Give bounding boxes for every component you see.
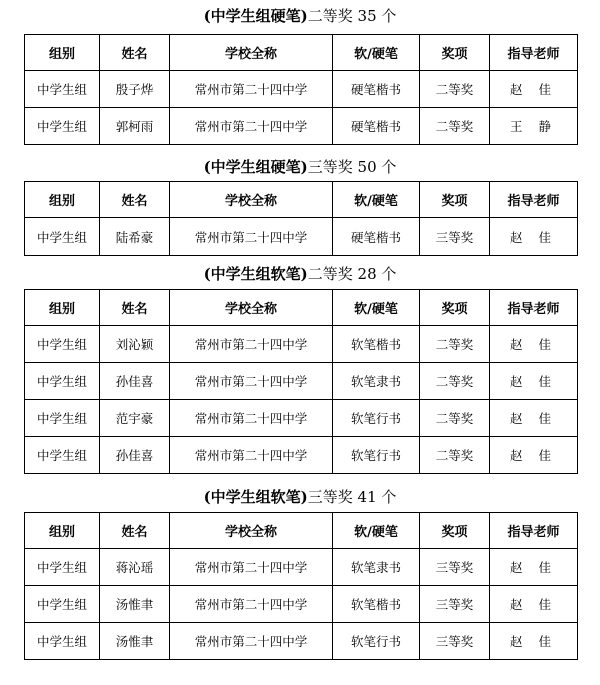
header-school: 学校全称 bbox=[170, 35, 333, 71]
section-caption bbox=[0, 6, 600, 26]
table-row bbox=[25, 549, 578, 586]
header-school: 学校全称 bbox=[170, 182, 333, 218]
cell-name: 汤惟聿 bbox=[100, 586, 170, 623]
caption-category: (中学生组软笔) bbox=[203, 265, 308, 283]
award-table bbox=[24, 289, 578, 474]
cell-teacher: 赵 佳 bbox=[490, 326, 578, 363]
cell-group: 中学生组 bbox=[25, 549, 100, 586]
cell-award: 三等奖 bbox=[420, 549, 490, 586]
section-caption bbox=[0, 264, 600, 284]
cell-group: 中学生组 bbox=[25, 400, 100, 437]
table-row bbox=[25, 437, 578, 474]
award-table bbox=[24, 512, 578, 660]
caption-category: (中学生组软笔) bbox=[203, 488, 308, 506]
cell-group: 中学生组 bbox=[25, 437, 100, 474]
cell-teacher: 赵 佳 bbox=[490, 437, 578, 474]
cell-award: 三等奖 bbox=[420, 586, 490, 623]
table-row bbox=[25, 586, 578, 623]
cell-name: 陆希豪 bbox=[100, 218, 170, 256]
cell-pen-type: 软笔行书 bbox=[333, 437, 420, 474]
header-teacher: 指导老师 bbox=[490, 513, 578, 549]
cell-pen-type: 软笔隶书 bbox=[333, 363, 420, 400]
cell-name: 孙佳喜 bbox=[100, 437, 170, 474]
cell-group: 中学生组 bbox=[25, 326, 100, 363]
cell-school: 常州市第二十四中学 bbox=[170, 549, 333, 586]
header-award: 奖项 bbox=[420, 513, 490, 549]
cell-pen-type: 软笔隶书 bbox=[333, 549, 420, 586]
table-row bbox=[25, 108, 578, 145]
table-row bbox=[25, 400, 578, 437]
header-award: 奖项 bbox=[420, 35, 490, 71]
cell-pen-type: 软笔楷书 bbox=[333, 326, 420, 363]
cell-school: 常州市第二十四中学 bbox=[170, 71, 333, 108]
cell-pen-type: 硬笔楷书 bbox=[333, 108, 420, 145]
cell-school: 常州市第二十四中学 bbox=[170, 218, 333, 256]
cell-school: 常州市第二十四中学 bbox=[170, 586, 333, 623]
header-group: 组别 bbox=[25, 513, 100, 549]
cell-teacher: 赵 佳 bbox=[490, 586, 578, 623]
cell-name: 孙佳喜 bbox=[100, 363, 170, 400]
cell-school: 常州市第二十四中学 bbox=[170, 437, 333, 474]
cell-school: 常州市第二十四中学 bbox=[170, 623, 333, 660]
cell-name: 蒋沁瑶 bbox=[100, 549, 170, 586]
header-award: 奖项 bbox=[420, 290, 490, 326]
cell-award: 二等奖 bbox=[420, 400, 490, 437]
header-group: 组别 bbox=[25, 290, 100, 326]
header-name: 姓名 bbox=[100, 182, 170, 218]
header-pen-type: 软/硬笔 bbox=[333, 290, 420, 326]
caption-award: 二等奖 35 个 bbox=[307, 7, 397, 25]
header-group: 组别 bbox=[25, 35, 100, 71]
cell-teacher: 赵 佳 bbox=[490, 71, 578, 108]
cell-award: 三等奖 bbox=[420, 623, 490, 660]
header-award: 奖项 bbox=[420, 182, 490, 218]
header-group: 组别 bbox=[25, 182, 100, 218]
table-header-row bbox=[25, 513, 578, 549]
cell-name: 郭柯雨 bbox=[100, 108, 170, 145]
caption-award: 三等奖 50 个 bbox=[307, 158, 397, 176]
table-row bbox=[25, 71, 578, 108]
header-name: 姓名 bbox=[100, 290, 170, 326]
cell-school: 常州市第二十四中学 bbox=[170, 108, 333, 145]
table-row bbox=[25, 363, 578, 400]
cell-pen-type: 硬笔楷书 bbox=[333, 71, 420, 108]
header-name: 姓名 bbox=[100, 513, 170, 549]
cell-award: 二等奖 bbox=[420, 326, 490, 363]
cell-award: 二等奖 bbox=[420, 108, 490, 145]
cell-award: 三等奖 bbox=[420, 218, 490, 256]
header-pen-type: 软/硬笔 bbox=[333, 513, 420, 549]
caption-award: 三等奖 41 个 bbox=[307, 488, 397, 506]
header-teacher: 指导老师 bbox=[490, 290, 578, 326]
cell-school: 常州市第二十四中学 bbox=[170, 400, 333, 437]
cell-group: 中学生组 bbox=[25, 218, 100, 256]
cell-group: 中学生组 bbox=[25, 363, 100, 400]
table-header-row bbox=[25, 35, 578, 71]
cell-name: 范宇豪 bbox=[100, 400, 170, 437]
cell-group: 中学生组 bbox=[25, 586, 100, 623]
cell-award: 二等奖 bbox=[420, 437, 490, 474]
table-row bbox=[25, 326, 578, 363]
header-pen-type: 软/硬笔 bbox=[333, 35, 420, 71]
cell-name: 刘沁颖 bbox=[100, 326, 170, 363]
cell-teacher: 赵 佳 bbox=[490, 623, 578, 660]
table-header-row bbox=[25, 290, 578, 326]
cell-group: 中学生组 bbox=[25, 623, 100, 660]
cell-teacher: 王 静 bbox=[490, 108, 578, 145]
cell-teacher: 赵 佳 bbox=[490, 400, 578, 437]
cell-teacher: 赵 佳 bbox=[490, 218, 578, 256]
section-caption bbox=[0, 487, 600, 507]
table-header-row bbox=[25, 182, 578, 218]
cell-group: 中学生组 bbox=[25, 71, 100, 108]
cell-school: 常州市第二十四中学 bbox=[170, 363, 333, 400]
table-row bbox=[25, 623, 578, 660]
cell-group: 中学生组 bbox=[25, 108, 100, 145]
header-teacher: 指导老师 bbox=[490, 35, 578, 71]
cell-name: 殷子烨 bbox=[100, 71, 170, 108]
award-table bbox=[24, 34, 578, 145]
cell-teacher: 赵 佳 bbox=[490, 549, 578, 586]
header-pen-type: 软/硬笔 bbox=[333, 182, 420, 218]
caption-category: (中学生组硬笔) bbox=[203, 7, 308, 25]
header-name: 姓名 bbox=[100, 35, 170, 71]
cell-pen-type: 软笔楷书 bbox=[333, 586, 420, 623]
section-caption bbox=[0, 157, 600, 177]
header-school: 学校全称 bbox=[170, 513, 333, 549]
award-table bbox=[24, 181, 578, 256]
cell-name: 汤惟聿 bbox=[100, 623, 170, 660]
cell-award: 二等奖 bbox=[420, 71, 490, 108]
header-teacher: 指导老师 bbox=[490, 182, 578, 218]
cell-teacher: 赵 佳 bbox=[490, 363, 578, 400]
caption-category: (中学生组硬笔) bbox=[203, 158, 308, 176]
cell-school: 常州市第二十四中学 bbox=[170, 326, 333, 363]
table-row bbox=[25, 218, 578, 256]
cell-pen-type: 硬笔楷书 bbox=[333, 218, 420, 256]
header-school: 学校全称 bbox=[170, 290, 333, 326]
cell-pen-type: 软笔行书 bbox=[333, 400, 420, 437]
cell-award: 二等奖 bbox=[420, 363, 490, 400]
cell-pen-type: 软笔行书 bbox=[333, 623, 420, 660]
caption-award: 二等奖 28 个 bbox=[307, 265, 397, 283]
